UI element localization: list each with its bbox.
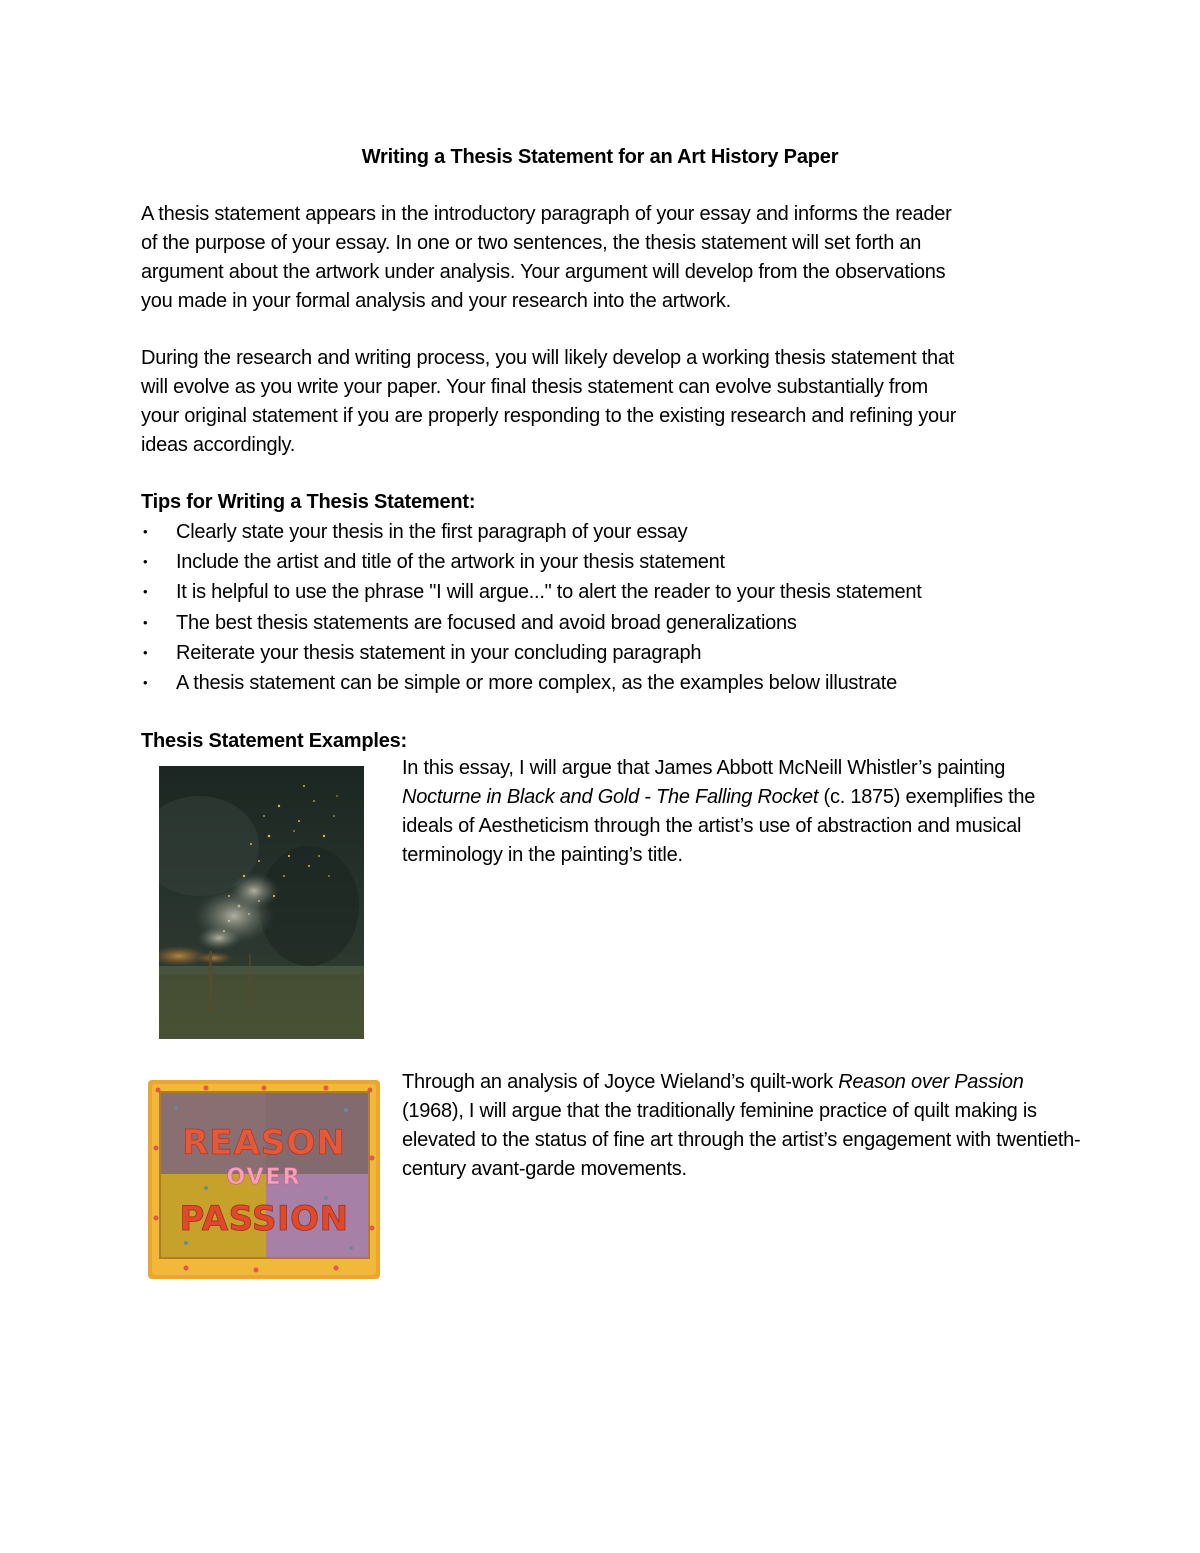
intro-line: you made in your formal analysis and your research into the artwork. — [141, 290, 731, 312]
quilt-word-reason: REASON — [182, 1123, 346, 1163]
tips-list — [141, 517, 1091, 698]
process-line: your original statement if you are properly responding to the existing research and refining your — [141, 405, 957, 427]
bullet-icon: • — [143, 524, 148, 539]
example-2-text-end: (1968), I will argue that the traditionally feminine practice of quilt making is elevated to the status of fine art through the artist’s engagement with twentieth-century avant-garde movements. — [402, 1100, 1081, 1180]
process-line: ideas accordingly. — [141, 434, 296, 456]
list-item — [141, 668, 1091, 698]
page-title: Writing a Thesis Statement for an Art History Paper — [361, 146, 839, 168]
tip-text: The best thesis statements are focused and avoid broad generalizations — [176, 611, 797, 634]
nocturne-painting-svg — [159, 766, 364, 1039]
quilt-artwork-svg — [146, 1078, 382, 1281]
quilt-word-over: OVER — [226, 1165, 302, 1190]
list-item — [141, 608, 1091, 638]
example-1-text — [402, 754, 1082, 870]
quilt-word-passion: PASSION — [179, 1199, 349, 1239]
list-item — [141, 577, 1091, 607]
list-item — [141, 638, 1091, 668]
tip-text: Clearly state your thesis in the first paragraph of your essay — [176, 521, 688, 543]
process-line: will evolve as you write your paper. Your final thesis statement can evolve substantially from — [141, 376, 928, 398]
tip-text: It is helpful to use the phrase "I will argue..." to alert the reader to your thesis statement — [176, 581, 922, 604]
example-2-text — [402, 1068, 1082, 1184]
nocturne-painting-image — [159, 766, 364, 1039]
example-2-artwork-title: Reason over Passion — [838, 1071, 1024, 1093]
example-1-text-end: (c. 1875) exemplifies the ideals of Aestheticism through the artist’s use of abstraction and musical terminology in the painting’s title. — [402, 786, 1036, 866]
intro-paragraph — [141, 200, 1071, 316]
intro-line: of the purpose of your essay. In one or two sentences, the thesis statement will set forth an — [141, 232, 922, 254]
bullet-icon: • — [143, 644, 148, 660]
process-paragraph — [141, 344, 1071, 460]
bullet-icon: • — [143, 614, 148, 630]
tips-heading: Tips for Writing a Thesis Statement: — [141, 491, 476, 513]
example-1-text-start: In this essay, I will argue that James Abbott McNeill Whistler’s painting — [402, 757, 1006, 779]
bullet-icon: • — [143, 554, 148, 570]
process-line: During the research and writing process, you will likely develop a working thesis statement that — [141, 347, 955, 369]
intro-line: argument about the artwork under analysis. Your argument will develop from the observations — [141, 261, 946, 283]
list-item — [141, 547, 1091, 577]
quilt-artwork-image — [146, 1078, 382, 1281]
tip-text: Include the artist and title of the artwork in your thesis statement — [176, 551, 725, 574]
bullet-icon: • — [143, 584, 148, 600]
tip-text: Reiterate your thesis statement in your concluding paragraph — [176, 641, 702, 664]
examples-heading: Thesis Statement Examples: — [141, 730, 408, 752]
intro-line: A thesis statement appears in the introductory paragraph of your essay and informs the reader — [141, 203, 952, 225]
bullet-icon: • — [143, 674, 148, 690]
list-item — [141, 517, 1091, 547]
tip-text: A thesis statement can be simple or more complex, as the examples below illustrate — [176, 671, 897, 694]
example-2-text-start: Through an analysis of Joyce Wieland’s quilt-work — [402, 1071, 839, 1093]
example-1-artwork-title: Nocturne in Black and Gold - The Falling Rocket — [402, 786, 819, 808]
